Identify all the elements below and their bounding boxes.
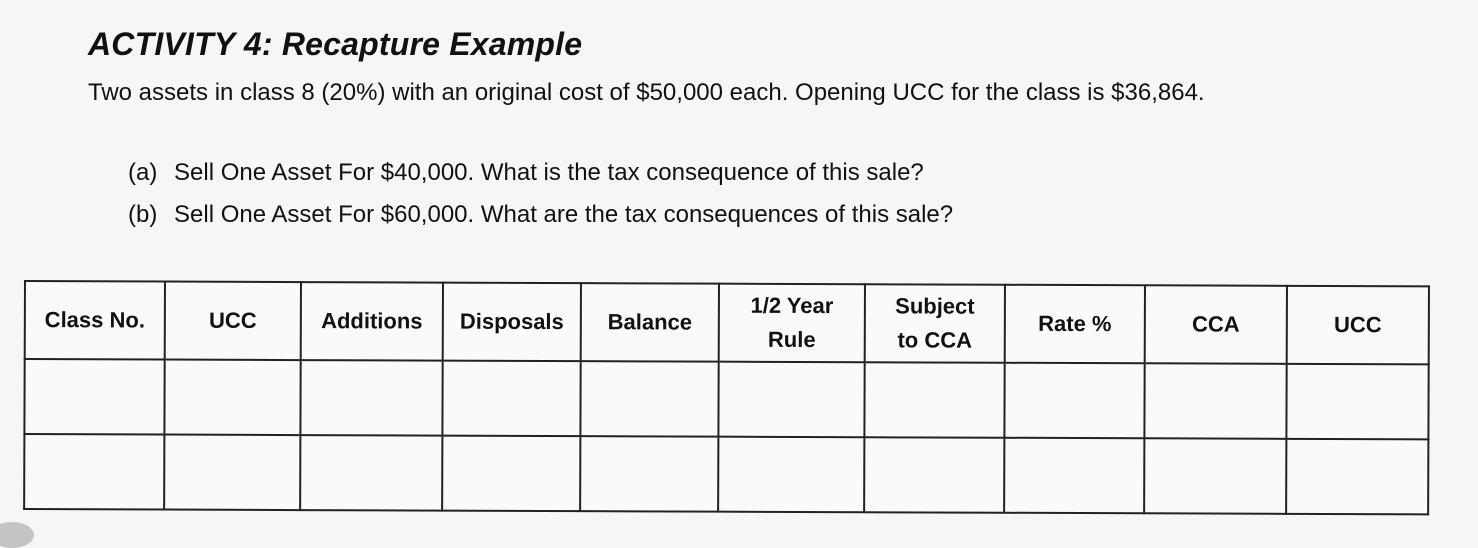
table-row xyxy=(24,434,1428,514)
table-cell[interactable] xyxy=(1144,438,1286,514)
header-disposals: Disposals xyxy=(443,283,581,362)
table-cell[interactable] xyxy=(718,437,864,513)
header-ucc-opening: UCC xyxy=(165,282,301,361)
table-cell[interactable] xyxy=(300,435,442,511)
table-cell[interactable] xyxy=(442,436,580,512)
activity-title: ACTIVITY 4: Recapture Example xyxy=(88,26,583,62)
table-cell[interactable] xyxy=(24,434,164,510)
table-row xyxy=(24,359,1428,439)
question-a-text: Sell One Asset For $40,000. What is the tax consequence of this sale? xyxy=(174,159,924,186)
question-list xyxy=(128,152,953,236)
question-b-text: Sell One Asset For $60,000. What are the tax consequences of this sale? xyxy=(174,201,954,228)
table-cell[interactable] xyxy=(718,362,864,438)
table-cell[interactable] xyxy=(580,436,718,512)
header-ucc-closing: UCC xyxy=(1287,286,1429,365)
table-cell[interactable] xyxy=(580,361,718,437)
cca-schedule-table-wrapper xyxy=(23,280,1428,515)
table-cell[interactable] xyxy=(24,359,164,435)
table-cell[interactable] xyxy=(1286,439,1428,515)
header-subject-to-cca: Subject to CCA xyxy=(865,284,1005,363)
header-balance: Balance xyxy=(581,283,719,362)
question-b xyxy=(128,194,953,236)
question-a-marker: (a) xyxy=(128,159,158,186)
table-cell[interactable] xyxy=(864,437,1004,513)
problem-statement: Two assets in class 8 (20%) with an original cost of $50,000 each. Opening UCC for the class is $36,864. xyxy=(88,79,1205,106)
table-cell[interactable] xyxy=(164,435,300,511)
table-cell[interactable] xyxy=(442,361,580,437)
header-class-no: Class No. xyxy=(25,281,165,360)
question-a xyxy=(128,152,953,194)
table-cell[interactable] xyxy=(1286,364,1428,440)
header-half-year-rule: 1/2 Year Rule xyxy=(719,284,865,363)
table-cell[interactable] xyxy=(164,360,300,436)
table-cell[interactable] xyxy=(1004,363,1144,439)
table-cell[interactable] xyxy=(300,360,442,436)
table-header-row xyxy=(25,281,1429,364)
cca-schedule-table xyxy=(23,280,1430,515)
page-corner-shadow xyxy=(0,522,34,548)
header-additions: Additions xyxy=(301,282,443,361)
table-cell[interactable] xyxy=(864,362,1004,438)
header-rate: Rate % xyxy=(1005,285,1145,364)
header-cca: CCA xyxy=(1145,285,1287,364)
question-b-marker: (b) xyxy=(128,201,158,228)
table-cell[interactable] xyxy=(1144,363,1286,439)
table-cell[interactable] xyxy=(1004,438,1144,514)
